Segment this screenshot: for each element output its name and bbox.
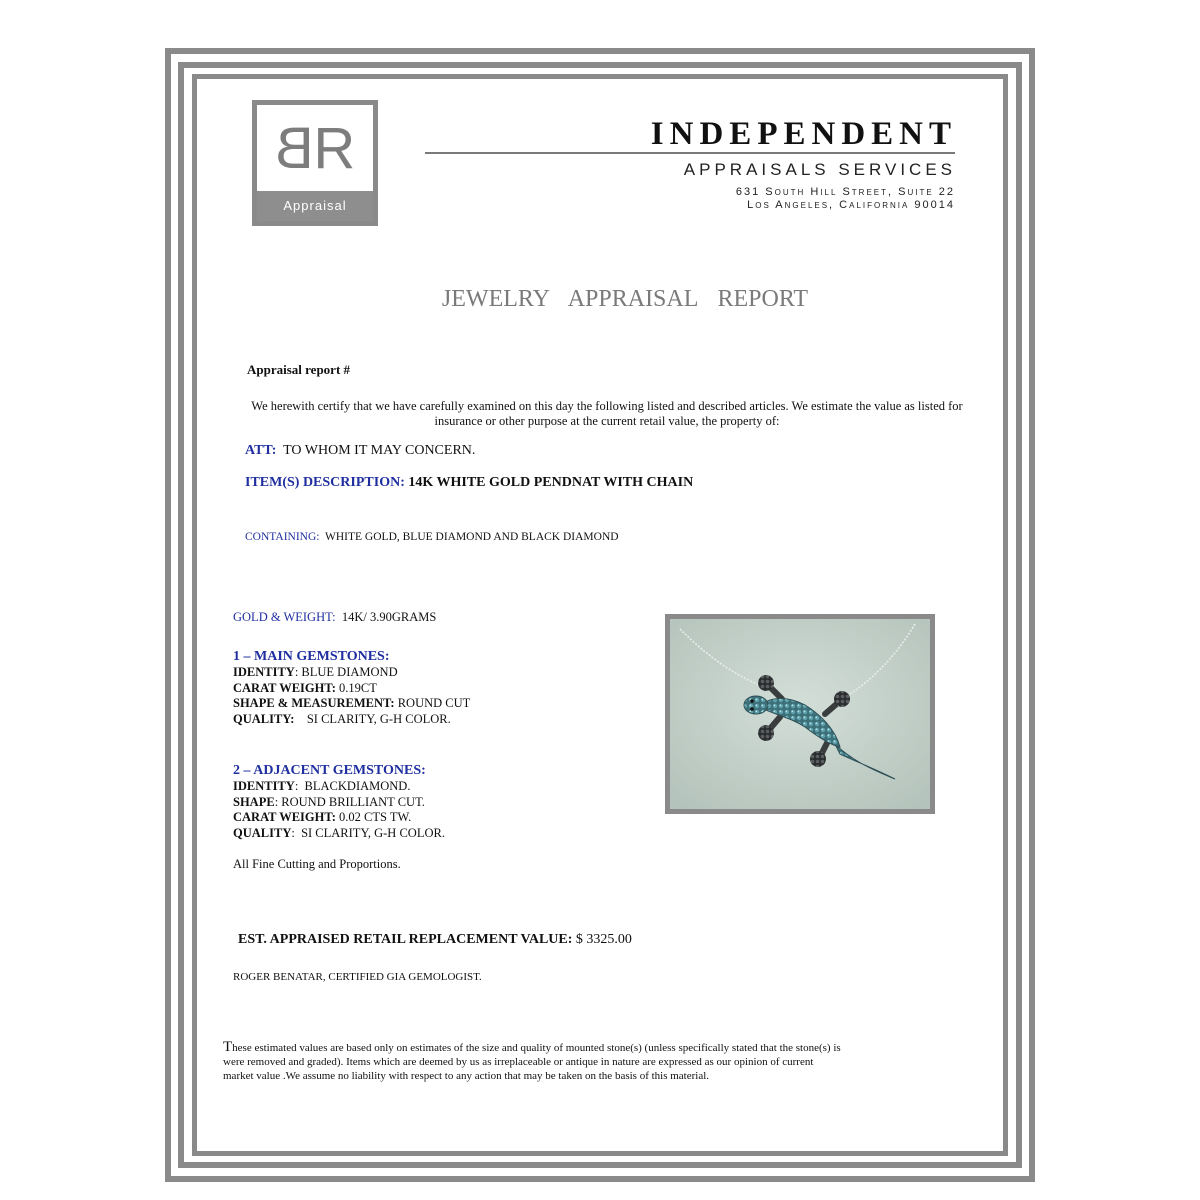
report-number-label: Appraisal report # (247, 362, 351, 377)
main-carat-row: CARAT WEIGHT: 0.19CT (233, 680, 377, 695)
gold-weight-line (233, 610, 436, 625)
att-line (245, 443, 475, 459)
adjacent-identity-row: IDENTITY: BLACKDIAMOND. (233, 779, 411, 793)
main-gemstones-section (233, 648, 470, 727)
address-line-2: Los Angeles, California 90014 (747, 199, 955, 211)
appraised-value-amount: $ 3325.00 (575, 932, 632, 947)
pendant-photo (665, 614, 935, 814)
containing-line (245, 531, 619, 543)
firm-name: INDEPENDENT (650, 116, 957, 152)
main-identity-row: IDENTITY: BLUE DIAMOND (233, 665, 398, 679)
adjacent-gemstones-section (233, 762, 445, 841)
header-rule (425, 152, 955, 154)
firm-subtitle: APPRAISALS SERVICES (683, 160, 956, 179)
gold-weight-label: GOLD & WEIGHT: (233, 610, 336, 624)
item-description-value: 14K WHITE GOLD PENDNAT WITH CHAIN (408, 475, 694, 490)
item-description-label: ITEM(S) DESCRIPTION: (245, 475, 405, 490)
logo-monogram: BR (280, 116, 350, 181)
main-quality-row: QUALITY: SI CLARITY, G-H COLOR. (233, 711, 451, 726)
appraised-value-line (238, 932, 632, 948)
item-description (245, 475, 693, 491)
adjacent-shape-row: SHAPE: ROUND BRILLIANT CUT. (233, 794, 425, 809)
att-value: TO WHOM IT MAY CONCERN. (283, 443, 476, 458)
appraisal-logo (252, 100, 378, 226)
main-shape-row: SHAPE & MEASUREMENT: ROUND CUT (233, 696, 471, 710)
att-label: ATT: (245, 443, 277, 458)
containing-label: CONTAINING: (245, 531, 320, 543)
gemologist-signature-line: ROGER BENATAR, CERTIFIED GIA GEMOLOGIST. (233, 971, 482, 983)
gecko-pendant-image (670, 619, 930, 809)
fine-cutting-note: All Fine Cutting and Proportions. (233, 857, 401, 871)
containing-value: WHITE GOLD, BLUE DIAMOND AND BLACK DIAMOND (325, 531, 619, 543)
address-line-1: 631 South Hill Street, Suite 22 (735, 186, 955, 198)
adjacent-carat-row: CARAT WEIGHT: 0.02 CTS TW. (233, 810, 412, 824)
logo-band-text: Appraisal (257, 191, 373, 221)
gold-weight-value: 14K/ 3.90GRAMS (341, 610, 437, 624)
adjacent-gemstones-heading: 2 – ADJACENT GEMSTONES: (233, 763, 426, 778)
disclaimer-line-2: were removed and graded). Items which are deemed by us as irreplaceable or antique in nature are expressed as our opinion of current (223, 1056, 814, 1068)
disclaimer-line-3: market value .We assume no liability with respect to any action that may be taken on the basis of this material. (223, 1070, 710, 1082)
disclaimer (223, 1040, 923, 1083)
report-title: JEWELRY APPRAISAL REPORT (441, 286, 809, 312)
certification-text: We herewith certify that we have carefully examined on this day the following listed and described articles. We estimate the value as listed for insurance or other purpose at the current retail value, the property of: (251, 399, 963, 428)
disclaimer-line-1: These estimated values are based only on estimates of the size and quality of mounted stone(s) (unless specifically stated that the stone(s) is (223, 1039, 841, 1055)
adjacent-quality-row: QUALITY: SI CLARITY, G-H COLOR. (233, 825, 445, 840)
main-gemstones-heading: 1 – MAIN GEMSTONES: (233, 649, 390, 664)
appraised-value-label: EST. APPRAISED RETAIL REPLACEMENT VALUE: (238, 932, 573, 947)
